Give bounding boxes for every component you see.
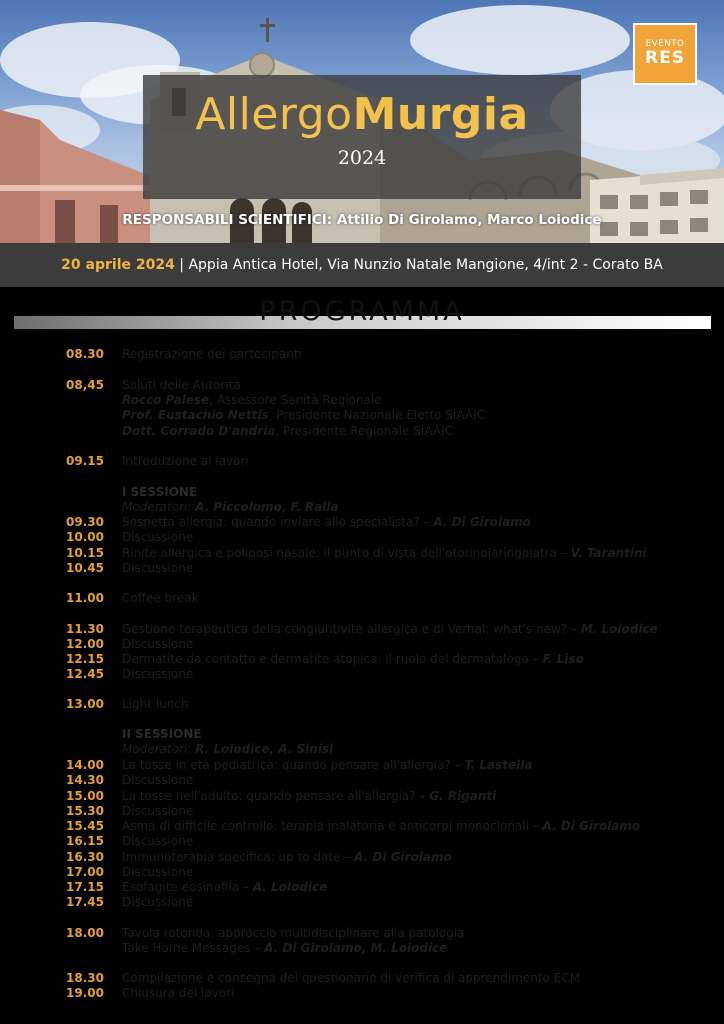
schedule-row bbox=[0, 622, 724, 637]
talk-speaker: A. Di Girolamo bbox=[354, 850, 452, 864]
moderators bbox=[122, 500, 339, 515]
schedule-row bbox=[0, 347, 724, 362]
schedule-row bbox=[0, 895, 724, 910]
talk-speaker: A. Loiodice bbox=[252, 880, 328, 894]
authority-name: Rocco Palese bbox=[122, 393, 210, 407]
title-box bbox=[143, 75, 581, 199]
authority-role: , Assessore Sanità Regionale bbox=[209, 393, 382, 407]
talk bbox=[122, 758, 532, 773]
schedule-time: 19.00 bbox=[66, 986, 104, 1000]
moderators-label: Moderatori: bbox=[122, 500, 196, 514]
schedule-row bbox=[0, 652, 724, 667]
schedule-time: 11.30 bbox=[66, 622, 104, 636]
schedule-row bbox=[0, 530, 724, 545]
moderators bbox=[122, 742, 333, 757]
session-heading bbox=[0, 727, 724, 742]
event-title bbox=[143, 87, 581, 143]
schedule-row bbox=[0, 971, 724, 986]
schedule-text: Discussione bbox=[122, 637, 194, 651]
talk bbox=[122, 850, 452, 865]
schedule-text: Discussione bbox=[122, 895, 194, 909]
schedule-time: 18.30 bbox=[66, 971, 104, 985]
schedule-text: Tavola rotonda: approccio multidisciplinare alla patologia bbox=[122, 926, 465, 940]
talk-speaker: G. Riganti bbox=[429, 789, 497, 803]
schedule-text: Discussione bbox=[122, 667, 194, 681]
schedule-time: 14.00 bbox=[66, 758, 104, 772]
schedule-text: Saluti delle Autorità bbox=[122, 378, 241, 392]
talk bbox=[122, 789, 496, 804]
authority-entry bbox=[122, 408, 485, 423]
talk-title: Asma di difficile controllo: terapia inalatoria e anticorpi monoclonali – bbox=[122, 819, 543, 833]
schedule-row bbox=[0, 986, 724, 1001]
schedule-text: Registrazione dei partecipanti bbox=[122, 347, 302, 361]
authority-row bbox=[0, 424, 724, 439]
talk-title: La tosse in età pediatrica: quando pensare all'allergia? – bbox=[122, 758, 465, 772]
talk-title: Rinite allergica e poliposi nasale: il punto di vista dell'otorinolaringoiatra – bbox=[122, 546, 571, 560]
program-title: PROGRAMMA bbox=[259, 296, 465, 327]
schedule-row bbox=[0, 819, 724, 834]
schedule-text: Chiusura dei lavori bbox=[122, 986, 235, 1000]
session-title: I SESSIONE bbox=[122, 485, 198, 499]
date-venue-bar bbox=[0, 243, 724, 287]
session-heading bbox=[0, 485, 724, 500]
schedule-text: Discussione bbox=[122, 804, 194, 818]
schedule-row bbox=[0, 758, 724, 773]
talk bbox=[122, 880, 327, 895]
talk-title: Esofagite eosinofila – bbox=[122, 880, 253, 894]
schedule-time: 10.15 bbox=[66, 546, 104, 560]
schedule-text: Discussione bbox=[122, 865, 194, 879]
schedule-time: 09.15 bbox=[66, 454, 104, 468]
talk-title: Sospetta allergia: quando inviare allo specialista? – bbox=[122, 515, 434, 529]
badge-line1: EVENTO bbox=[645, 39, 685, 49]
talk bbox=[122, 652, 584, 667]
schedule-row bbox=[0, 591, 724, 606]
schedule-time: 18.00 bbox=[66, 926, 104, 940]
schedule-text: Discussione bbox=[122, 561, 194, 575]
schedule-row bbox=[0, 865, 724, 880]
authority-entry bbox=[122, 424, 453, 439]
schedule-time: 16.15 bbox=[66, 834, 104, 848]
schedule-row bbox=[0, 804, 724, 819]
talk bbox=[122, 941, 447, 956]
schedule-time: 10.45 bbox=[66, 561, 104, 575]
talk-title: Dermatite da contatto e dermatite atopica: il ruolo del dermatologo – bbox=[122, 652, 543, 666]
schedule-time: 10.00 bbox=[66, 530, 104, 544]
schedule-row bbox=[0, 926, 724, 941]
talk-speaker: F. Liso bbox=[542, 652, 584, 666]
schedule-time: 16.30 bbox=[66, 850, 104, 864]
schedule-time: 08.30 bbox=[66, 347, 104, 361]
schedule-row bbox=[0, 454, 724, 469]
schedule-row bbox=[0, 637, 724, 652]
talk bbox=[122, 622, 658, 637]
talk-speaker: A. Di Girolamo bbox=[542, 819, 641, 833]
event-year: 2024 bbox=[337, 147, 387, 169]
talk-title: Gestione terapeutica della congiuntivite allergica e di Vernal: what's new? – bbox=[122, 622, 581, 636]
talk-speaker: M. Loiodice bbox=[580, 622, 658, 636]
moderators-names: R. Loiodice, A. Sinisi bbox=[195, 742, 334, 756]
evento-res-badge bbox=[633, 23, 697, 85]
talk bbox=[122, 546, 647, 561]
talk-speaker: A. Di Girolamo bbox=[433, 515, 531, 529]
schedule-row bbox=[0, 941, 724, 956]
authority-entry bbox=[122, 393, 382, 408]
schedule-text: Discussione bbox=[122, 773, 194, 787]
date-separator: | bbox=[174, 257, 189, 273]
moderators-row bbox=[0, 500, 724, 515]
schedule-time: 11.00 bbox=[66, 591, 104, 605]
schedule-row bbox=[0, 378, 724, 393]
schedule-time: 15.45 bbox=[66, 819, 104, 833]
moderators-label: Moderatori: bbox=[122, 742, 196, 756]
talk-title: Immunoterapia specifica: up to date – bbox=[122, 850, 355, 864]
talk-speaker: A. Di Girolamo, M. Loiodice bbox=[264, 941, 448, 955]
moderators-names: A. Piccolomo, F. Ralla bbox=[195, 500, 339, 514]
schedule-text: Discussione bbox=[122, 834, 194, 848]
schedule-time: 12.15 bbox=[66, 652, 104, 666]
talk-speaker: V. Tarantini bbox=[570, 546, 647, 560]
schedule-row bbox=[0, 561, 724, 576]
event-title-part1: Allergo bbox=[195, 89, 353, 140]
schedule-text: Introduzione ai lavori bbox=[122, 454, 249, 468]
schedule-row bbox=[0, 850, 724, 865]
scientific-directors: RESPONSABILI SCIENTIFICI: Attilio Di Girolamo, Marco Loiodice bbox=[122, 212, 602, 228]
hero-banner bbox=[0, 0, 724, 243]
moderators-row bbox=[0, 742, 724, 757]
schedule-row bbox=[0, 773, 724, 788]
talk-title: Take Home Messages – bbox=[122, 941, 265, 955]
schedule-time: 17.45 bbox=[66, 895, 104, 909]
schedule-break: Coffee break bbox=[122, 591, 199, 605]
talk-speaker: T. Lastella bbox=[464, 758, 533, 772]
schedule-time: 09.30 bbox=[66, 515, 104, 529]
schedule-time: 13.00 bbox=[66, 697, 104, 711]
schedule-row bbox=[0, 515, 724, 530]
event-date: 20 aprile 2024 bbox=[61, 257, 175, 273]
talk-title: La tosse nell'adulto: quando pensare all'allergia? – bbox=[122, 789, 430, 803]
schedule-row bbox=[0, 697, 724, 712]
talk bbox=[122, 819, 640, 834]
schedule-row bbox=[0, 667, 724, 682]
talk bbox=[122, 515, 531, 530]
authority-role: , Presidente Regionale SIAAIC bbox=[275, 424, 453, 438]
schedule-row bbox=[0, 834, 724, 849]
event-venue: Appia Antica Hotel, Via Nunzio Natale Mangione, 4/int 2 - Corato BA bbox=[188, 257, 663, 273]
authority-role: , Presidente Nazionale Eletto SIAAIC bbox=[268, 408, 486, 422]
schedule-time: 14.30 bbox=[66, 773, 104, 787]
schedule-time: 12.45 bbox=[66, 667, 104, 681]
schedule-time: 15.30 bbox=[66, 804, 104, 818]
authority-row bbox=[0, 408, 724, 423]
schedule-time: 15.00 bbox=[66, 789, 104, 803]
session-title: II SESSIONE bbox=[122, 727, 202, 741]
schedule-row bbox=[0, 880, 724, 895]
schedule-text: Compilazione e consegna del questionario di verifica di apprendimento ECM bbox=[122, 971, 581, 985]
authority-name: Dott. Corrado D'andria bbox=[122, 424, 276, 438]
schedule-break: Light lunch bbox=[122, 697, 189, 711]
badge-line2: RES bbox=[645, 48, 685, 68]
schedule-row bbox=[0, 789, 724, 804]
schedule-row bbox=[0, 546, 724, 561]
authority-name: Prof. Eustachio Nettis bbox=[122, 408, 269, 422]
schedule-time: 17.00 bbox=[66, 865, 104, 879]
schedule-text: Discussione bbox=[122, 530, 194, 544]
event-title-part2: Murgia bbox=[352, 89, 529, 140]
schedule-time: 08,45 bbox=[66, 378, 104, 392]
schedule-time: 12.00 bbox=[66, 637, 104, 651]
authority-row bbox=[0, 393, 724, 408]
schedule-time: 17.15 bbox=[66, 880, 104, 894]
